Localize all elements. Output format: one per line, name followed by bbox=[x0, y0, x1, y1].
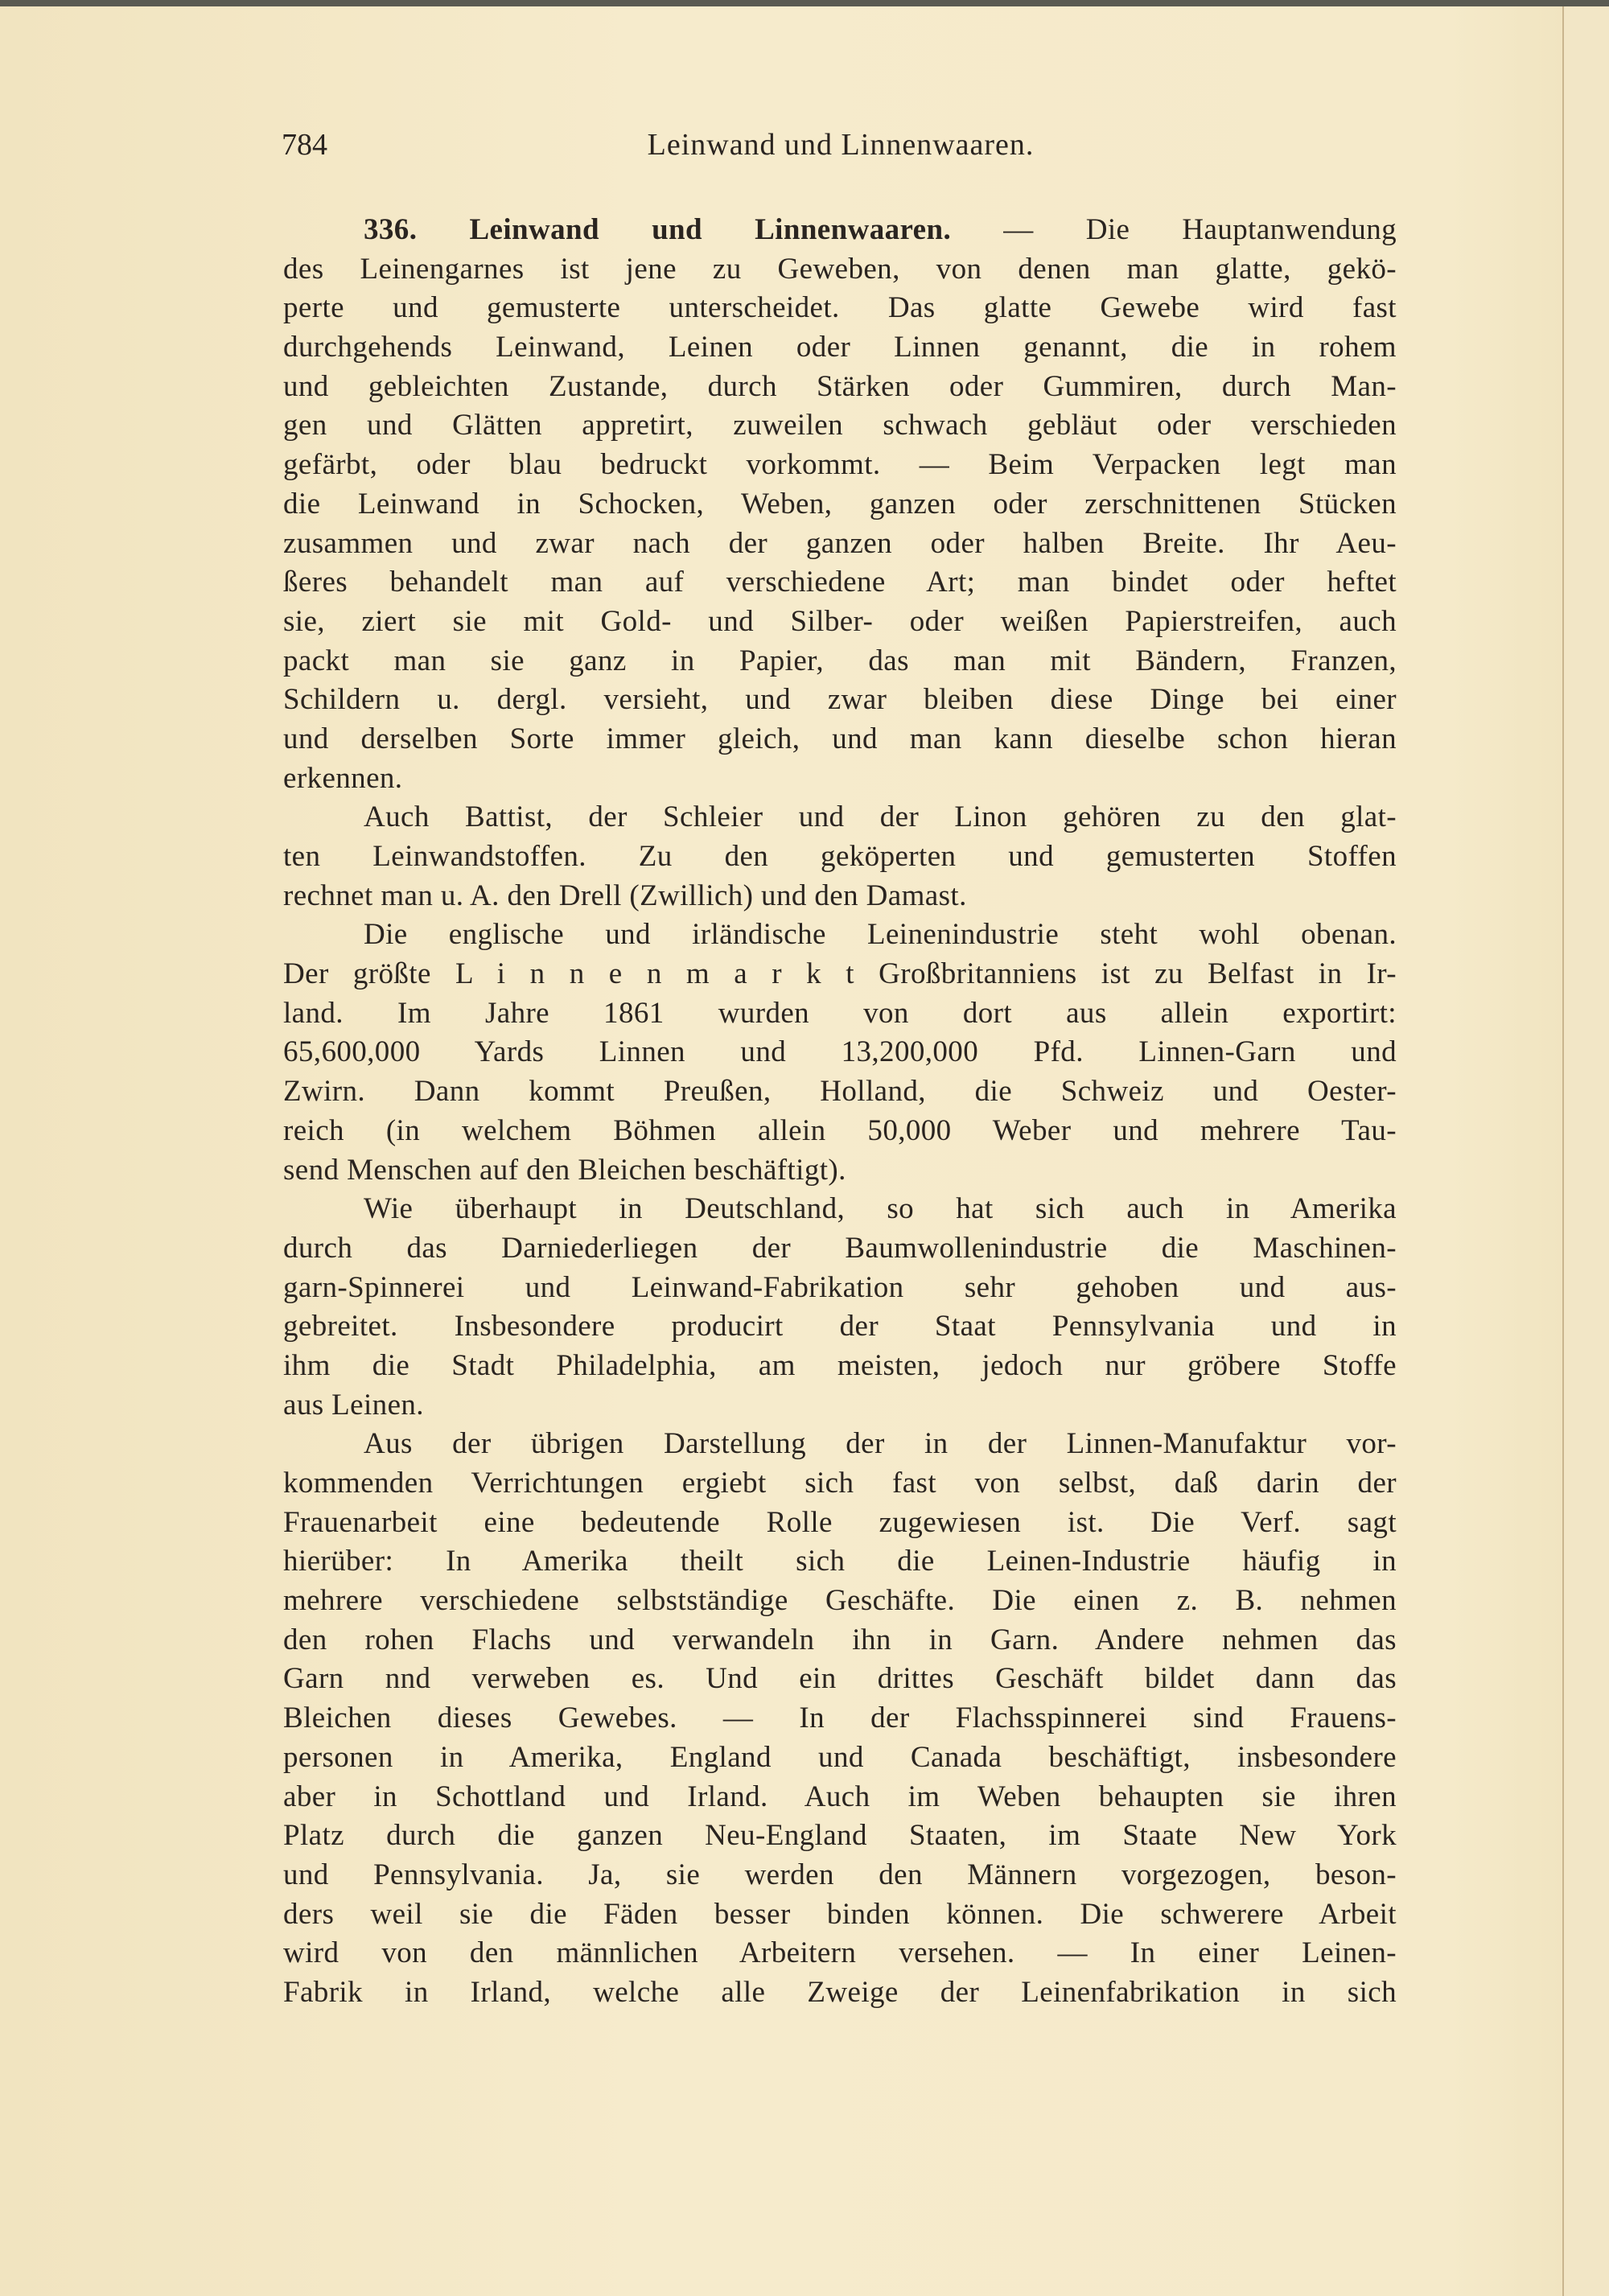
text-line: hierüber: In Amerika theilt sich die Leinen-Industrie häufig in bbox=[283, 1545, 1397, 1578]
text-line: Fabrik in Irland, welche alle Zweige der Leinenfabrikation in sich bbox=[283, 1975, 1397, 2009]
text-line: gefärbt, oder blau bedruckt vorkommt. — Beim Verpacken legt man bbox=[283, 448, 1397, 482]
section-number: 336. bbox=[364, 213, 418, 246]
text-line: die Leinwand in Schocken, Weben, ganzen oder zerschnittenen Stücken bbox=[283, 487, 1397, 521]
text-line: Schildern u. dergl. versieht, und zwar bleiben diese Dinge bei einer bbox=[283, 683, 1397, 717]
line-text: — Die Hauptanwendung bbox=[1003, 213, 1397, 246]
text-line: und derselben Sorte immer gleich, und man kann dieselbe schon hieran bbox=[283, 722, 1397, 755]
running-title: Leinwand und Linnenwaaren. bbox=[647, 128, 1035, 162]
text-line: Platz durch die ganzen Neu-England Staaten, im Staate New York bbox=[283, 1819, 1397, 1853]
text-line: den rohen Flachs und verwandeln ihn in Garn. Andere nehmen das bbox=[283, 1623, 1397, 1656]
text-line: ders weil sie die Fäden besser binden können. Die schwerere Arbeit bbox=[283, 1897, 1397, 1931]
text-line: und gebleichten Zustande, durch Stärken oder Gummiren, durch Man- bbox=[283, 369, 1397, 403]
text-line: packt man sie ganz in Papier, das man mit Bändern, Franzen, bbox=[283, 644, 1397, 677]
text-line: Zwirn. Dann kommt Preußen, Holland, die Schweiz und Oester- bbox=[283, 1075, 1397, 1109]
text-line: rechnet man u. A. den Drell (Zwillich) und den Damast. bbox=[283, 878, 967, 912]
text-line: Wie überhaupt in Deutschland, so hat sich auch in Amerika bbox=[364, 1192, 1397, 1226]
text-line: perte und gemusterte unterscheidet. Das glatte Gewebe wird fast bbox=[283, 291, 1397, 325]
text-line: Frauenarbeit eine bedeutende Rolle zugewiesen ist. Die Verf. sagt bbox=[283, 1505, 1397, 1539]
text-line: personen in Amerika, England und Canada beschäftigt, insbesondere bbox=[283, 1740, 1397, 1774]
text-line: gebreitet. Insbesondere producirt der Staat Pennsylvania und in bbox=[283, 1310, 1397, 1343]
text-line: mehrere verschiedene selbstständige Geschäfte. Die einen z. B. nehmen bbox=[283, 1584, 1397, 1618]
text-line: Auch Battist, der Schleier und der Linon gehören zu den glat- bbox=[364, 800, 1397, 834]
text-line: durch das Darniederliegen der Baumwollenindustrie die Maschinen- bbox=[283, 1231, 1397, 1265]
text-line: garn-Spinnerei und Leinwand-Fabrikation sehr gehoben und aus- bbox=[283, 1270, 1397, 1304]
text-line: Die englische und irländische Leinenindustrie steht wohl obenan. bbox=[364, 918, 1397, 952]
text-line: ßeres behandelt man auf verschiedene Art; man bindet oder heftet bbox=[283, 566, 1397, 599]
text-line: und Pennsylvania. Ja, sie werden den Männern vorgezogen, beson- bbox=[283, 1858, 1397, 1891]
body-text bbox=[283, 211, 1397, 2013]
text-line: Bleichen dieses Gewebes. — In der Flachsspinnerei sind Frauens- bbox=[283, 1701, 1397, 1735]
scanner-edge bbox=[0, 0, 1609, 6]
page-number: 784 bbox=[282, 128, 327, 162]
text-line: land. Im Jahre 1861 wurden von dort aus allein exportirt: bbox=[283, 996, 1397, 1030]
adjacent-page-edge bbox=[1564, 6, 1609, 2296]
section-title: Leinwand und Linnenwaaren. bbox=[469, 213, 952, 246]
text-line: ihm die Stadt Philadelphia, am meisten, jedoch nur gröbere Stoffe bbox=[283, 1348, 1397, 1382]
text-line: zusammen und zwar nach der ganzen oder halben Breite. Ihr Aeu- bbox=[283, 526, 1397, 560]
text-line: durchgehends Leinwand, Leinen oder Linnen genannt, die in rohem bbox=[283, 331, 1397, 364]
text-line: des Leinengarnes ist jene zu Geweben, von denen man glatte, gekö- bbox=[283, 252, 1397, 286]
text-line: erkennen. bbox=[283, 761, 403, 795]
text-line: ten Leinwandstoffen. Zu den geköperten und gemusterten Stoffen bbox=[283, 840, 1397, 873]
text-line: gen und Glätten appretirt, zuweilen schwach gebläut oder verschieden bbox=[283, 409, 1397, 442]
text-line: aber in Schottland und Irland. Auch im Weben behaupten sie ihren bbox=[283, 1780, 1397, 1813]
text-line: send Menschen auf den Bleichen beschäftigt). bbox=[283, 1153, 846, 1187]
text-line: reich (in welchem Böhmen allein 50,000 Weber und mehrere Tau- bbox=[283, 1113, 1397, 1147]
text-line: kommenden Verrichtungen ergiebt sich fast von selbst, daß darin der bbox=[283, 1467, 1397, 1500]
page-header bbox=[282, 127, 1400, 167]
text-line: Garn nnd verweben es. Und ein drittes Geschäft bildet dann das bbox=[283, 1662, 1397, 1696]
text-line: wird von den männlichen Arbeitern versehen. — In einer Leinen- bbox=[283, 1936, 1397, 1970]
text-line: Aus der übrigen Darstellung der in der Linnen-Manufaktur vor- bbox=[364, 1427, 1397, 1461]
text-line: aus Leinen. bbox=[283, 1388, 424, 1422]
text-line: 65,600,000 Yards Linnen und 13,200,000 Pfd. Linnen-Garn und bbox=[283, 1035, 1397, 1069]
text-line bbox=[283, 211, 1397, 250]
text-line: sie, ziert sie mit Gold- und Silber- oder weißen Papierstreifen, auch bbox=[283, 604, 1397, 638]
text-line: Der größte L i n n e n m a r k t Großbritanniens ist zu Belfast in Ir- bbox=[283, 957, 1397, 991]
